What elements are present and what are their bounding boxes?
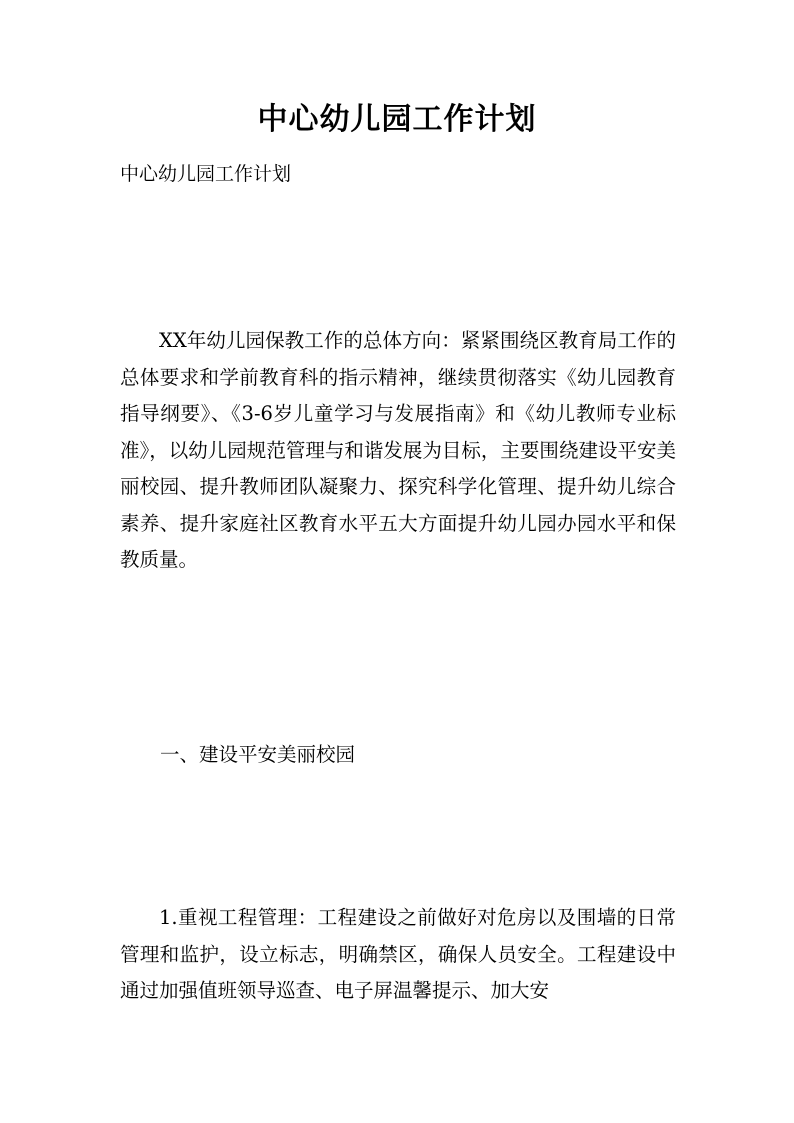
paragraph-overview: XX年幼儿园保教工作的总体方向：紧紧围绕区教育局工作的总体要求和学前教育科的指示精神，继续贯彻落实《幼儿园教育指导纲要》、《3-6岁儿童学习与发展指南》和《幼儿教师专业标准》，以幼儿园规范管理与和谐发展为目标，主要围绕建设平安美丽校园、提升教师团队凝聚力、探究科学化管理、提升幼儿综合素养、提升家庭社区教育水平五大方面提升幼儿园办园水平和保教质量。 <box>120 329 676 571</box>
document-subtitle: 中心幼儿园工作计划 <box>120 163 292 185</box>
page-title: 中心幼儿园工作计划 <box>257 102 537 137</box>
paragraph-project-management: 1.重视工程管理：工程建设之前做好对危房以及围墙的日常管理和监护，设立标志，明确禁区，确保人员安全。工程建设中通过加强值班领导巡查、电子屏温馨提示、加大安 <box>120 906 676 1002</box>
section-heading-safe-campus: 一、建设平安美丽校园 <box>160 743 356 766</box>
